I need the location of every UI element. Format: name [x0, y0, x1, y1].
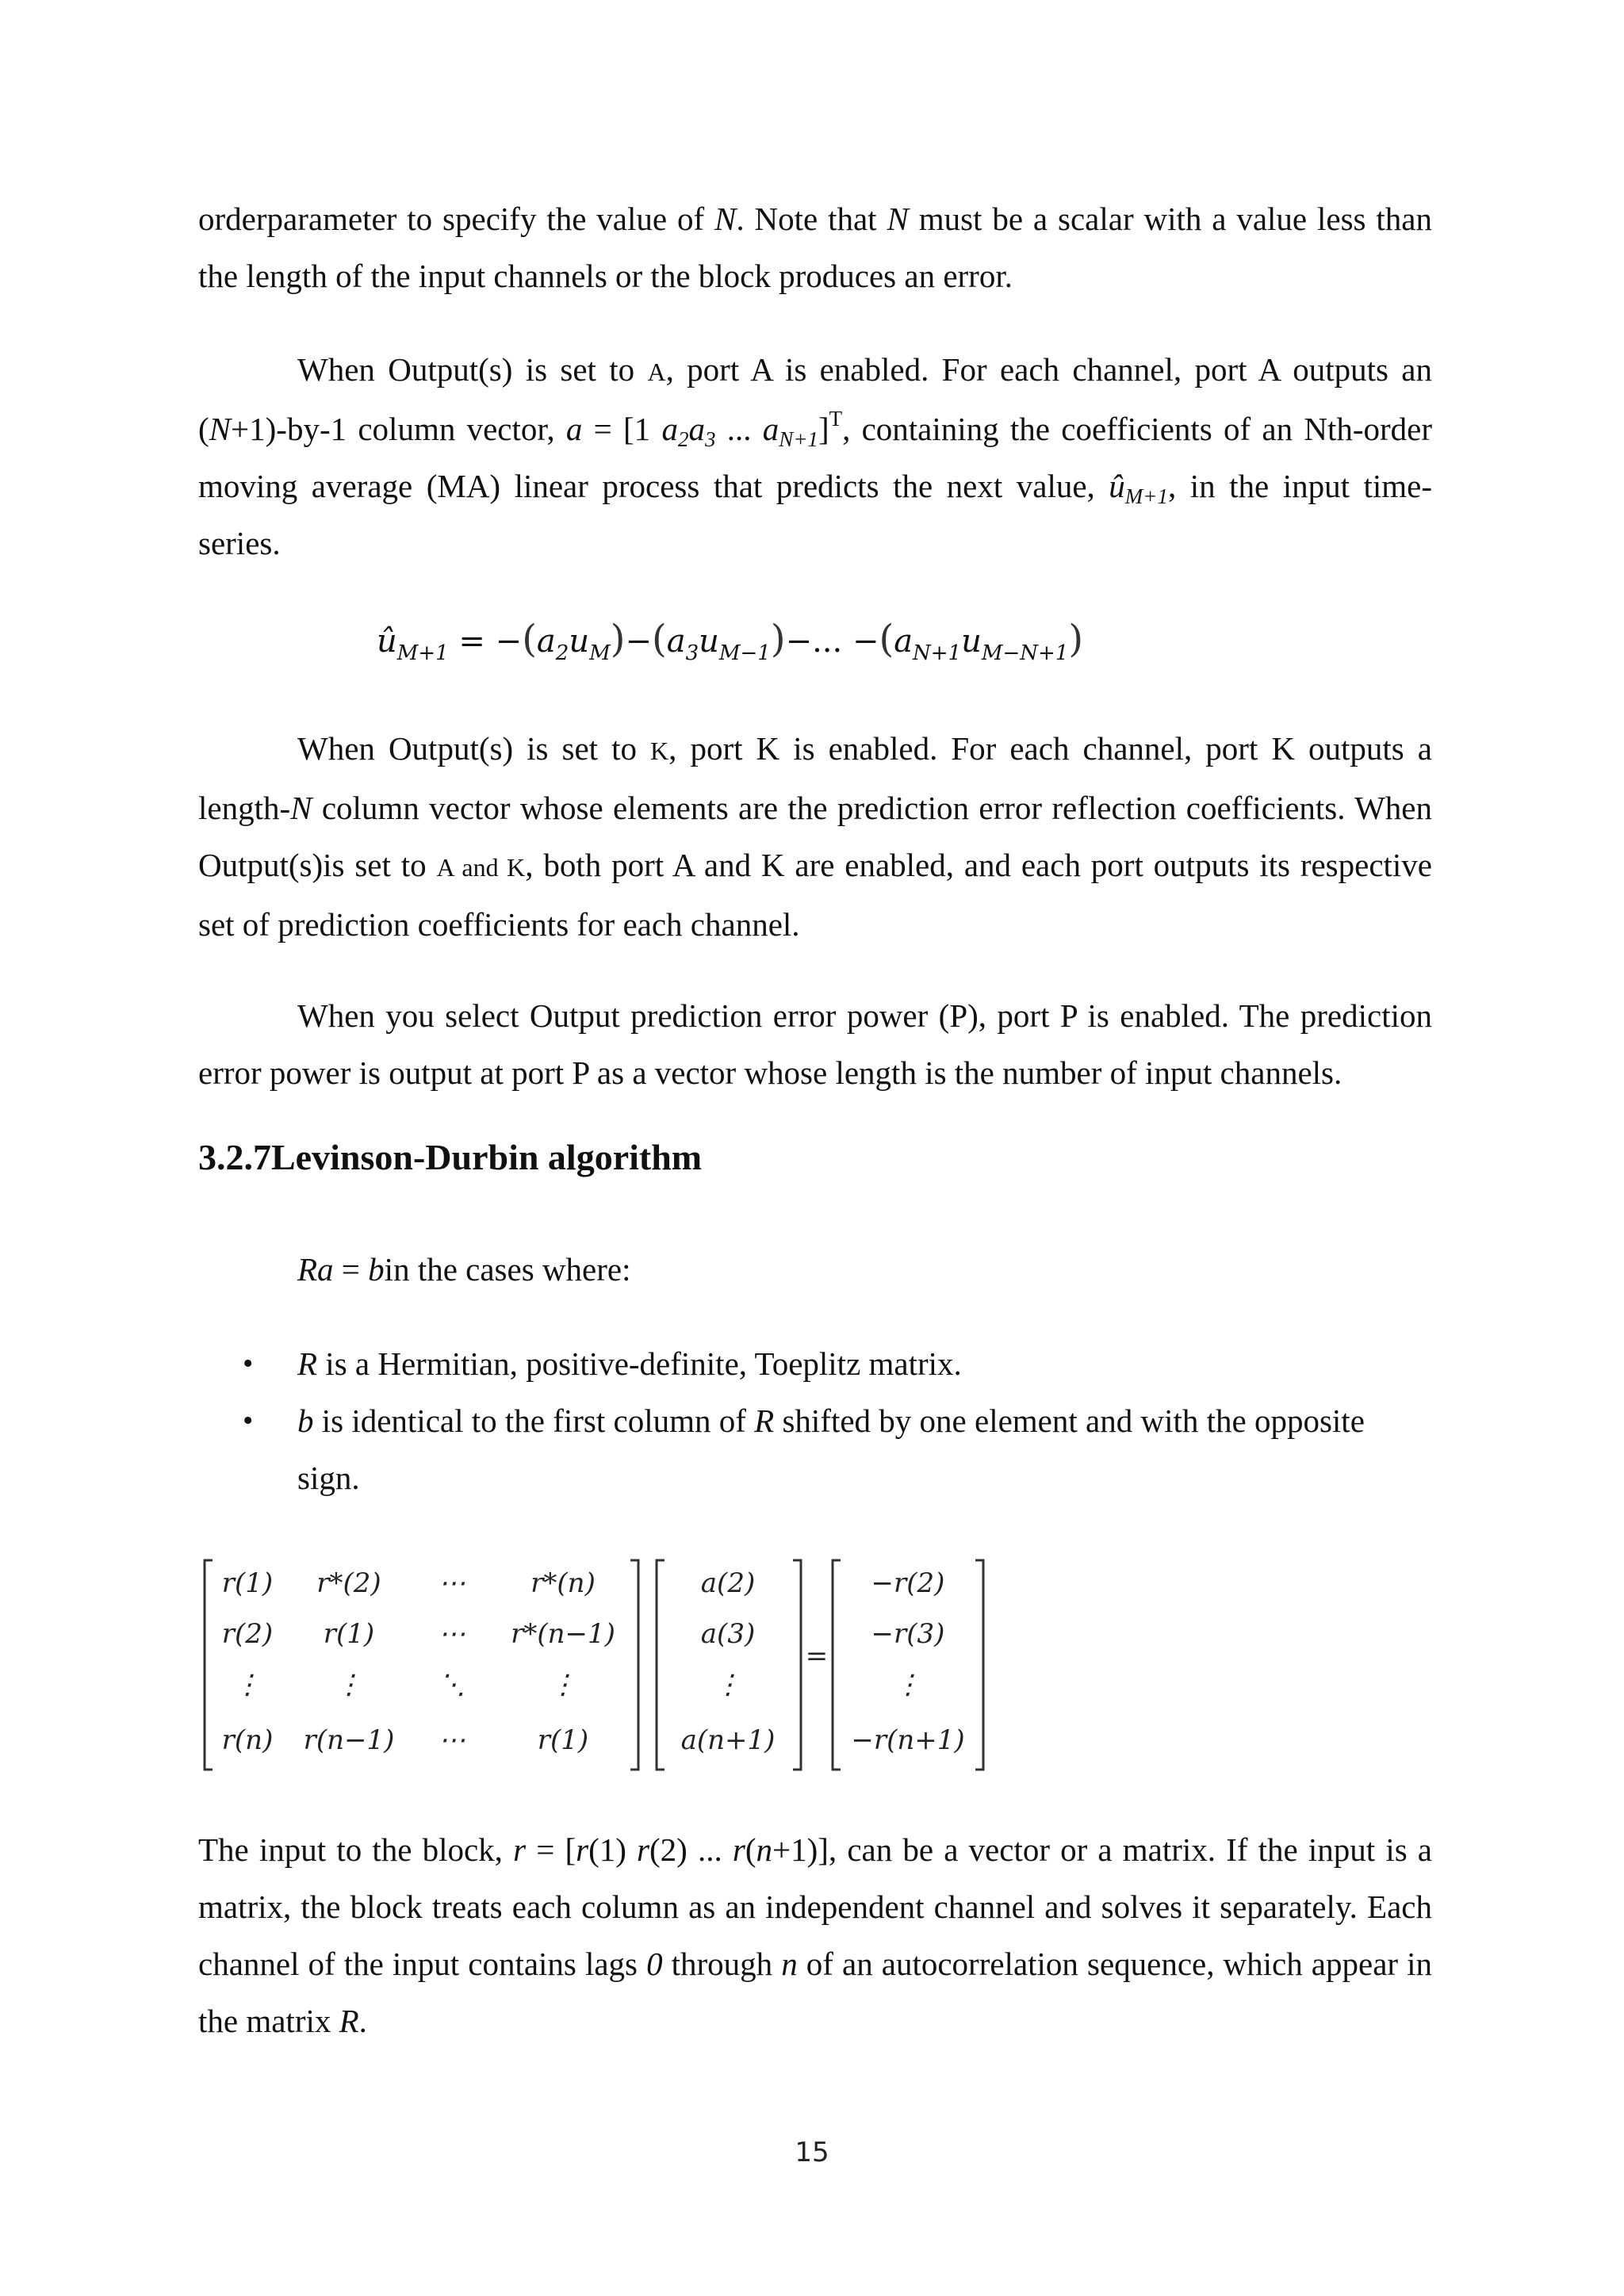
vector-a-cell: a(n+1): [680, 1724, 776, 1756]
var-r: r: [732, 1831, 745, 1868]
text: = [1: [582, 411, 662, 447]
text: When Output(s) is set to: [297, 730, 651, 767]
conditions-list: [198, 1335, 1432, 1506]
eq-sub: 3: [685, 641, 699, 665]
page-number: 15: [795, 2137, 829, 2168]
matrix-R-cell: ⋮: [550, 1669, 576, 1701]
matrix-R-cell: r(1): [323, 1618, 375, 1650]
var-n: n: [781, 1946, 798, 1982]
text: ]: [818, 411, 829, 447]
var-a: a: [565, 411, 583, 447]
eq-a: a: [894, 623, 914, 660]
text: , in the input time-series.: [198, 468, 1432, 561]
eq-sub: M−1: [718, 641, 771, 665]
list-item: [198, 1335, 1432, 1392]
matrix-R-cell: ⋯: [439, 1724, 465, 1756]
eq-sign: = −: [448, 623, 523, 660]
text: of an autocorrelation sequence, which appear in the matrix: [198, 1946, 1433, 2039]
text: ...: [715, 411, 763, 447]
matrix-R-cell: r(n−1): [303, 1724, 395, 1756]
text: (2) ...: [649, 1831, 733, 1868]
eq-a: a: [666, 623, 686, 660]
text: =: [333, 1251, 369, 1288]
var-N: N: [290, 790, 312, 826]
vector-rhs-cell: −r(2): [871, 1567, 945, 1599]
var-u-hat: û: [1109, 468, 1125, 504]
text: through: [662, 1946, 782, 1982]
matrix-R-cell: r(1): [221, 1567, 274, 1599]
text: When Output(s) is set to: [297, 351, 648, 388]
matrix-R-cell: ⋮: [335, 1669, 362, 1701]
subscript: 3: [704, 427, 716, 451]
paragraph-ra-eq-b: [297, 1241, 1432, 1298]
var-R: R: [754, 1402, 775, 1439]
paragraph-output-K: [198, 720, 1432, 953]
bracket-right: [793, 1560, 801, 1770]
eq-sub: M: [589, 641, 611, 665]
text: in the cases where:: [384, 1251, 631, 1288]
matrix-R-cell: r*(n): [530, 1567, 596, 1599]
subscript: M+1: [1124, 484, 1168, 508]
var-a3: a: [688, 411, 705, 447]
var-aN: a: [762, 411, 779, 447]
paren: ): [770, 617, 786, 661]
prediction-equation: [377, 617, 1083, 665]
text: The input to the block,: [198, 1831, 514, 1868]
paragraph-error-power: [198, 987, 1432, 1101]
text: shifted by one element and with the opposite sign.: [297, 1402, 1365, 1496]
text: When you select Output prediction error power (P), port P is enabled. The prediction error power is output at port P as a vector whose length is the number of input channels.: [198, 997, 1432, 1091]
bracket-left: [833, 1560, 841, 1770]
paragraph-order-parameter: [198, 190, 1432, 304]
matrix-R-cell: r(n): [221, 1724, 274, 1756]
var-r: r: [576, 1831, 589, 1868]
option-A: A: [647, 358, 666, 386]
var-zero: 0: [646, 1946, 663, 1982]
matrix-R-cell: ⋯: [439, 1618, 465, 1650]
option-K: K: [650, 737, 669, 765]
text: (1): [588, 1831, 638, 1868]
var-R: R: [339, 2003, 359, 2039]
text: . Note that: [736, 201, 887, 237]
paren: (: [522, 617, 537, 661]
matrix-R-cell: r(1): [537, 1724, 589, 1756]
list-item: [198, 1392, 1432, 1506]
var-r: r: [513, 1831, 527, 1868]
var-b: b: [368, 1251, 385, 1288]
toeplitz-matrix-equation: [198, 1554, 991, 1776]
matrix-R-cell: ⋮: [234, 1669, 261, 1701]
eq-u: u: [961, 623, 982, 660]
var-R: R: [297, 1345, 318, 1382]
vector-rhs-cell: −r(n+1): [851, 1724, 965, 1756]
superscript-T: T: [829, 407, 843, 430]
paren: (: [651, 617, 667, 661]
eq-u: u: [699, 623, 719, 660]
eq-sub: N+1: [913, 641, 962, 665]
vector-rhs-cell: ⋮: [894, 1669, 921, 1701]
text: .: [358, 2003, 367, 2039]
text: = [: [526, 1831, 576, 1868]
bracket-right: [630, 1560, 638, 1770]
var-N: N: [209, 411, 232, 447]
text: is identical to the first column of: [313, 1402, 755, 1439]
eq-u: u: [569, 623, 590, 660]
eq-sub: M−N+1: [981, 641, 1069, 665]
eq-sub: M+1: [396, 641, 449, 665]
vector-a-cell: a(3): [700, 1618, 756, 1650]
paragraph-input-description: [198, 1821, 1432, 2049]
text: (: [745, 1831, 756, 1868]
matrix-R-cell: ⋯: [439, 1567, 465, 1599]
var-r: r: [637, 1831, 650, 1868]
text: +1)-by-1 column vector,: [231, 411, 566, 447]
text: must be a scalar with a value less than the length of the input channels or the block produces an error.: [198, 201, 1432, 294]
var-N: N: [714, 201, 737, 237]
paren: ): [610, 617, 626, 661]
eq-dots: −... −: [785, 623, 879, 660]
text: +1)], can be a vector or a matrix. If the input is a matrix, the block treats each column as an independent channel and solves it separately. Each channel of the input contains lags: [198, 1831, 1433, 1982]
bracket-left: [205, 1560, 213, 1770]
paren: (: [879, 617, 894, 661]
matrix-R-cell: ⋱: [439, 1669, 465, 1701]
var-n: n: [756, 1831, 772, 1868]
var-Ra: Ra: [297, 1251, 334, 1288]
subscript: N+1: [779, 427, 818, 451]
equals-sign: =: [805, 1640, 829, 1672]
section-heading: 3.2.7Levinson-Durbin algorithm: [198, 1137, 703, 1177]
text: orderparameter to specify the value of: [198, 201, 715, 237]
var-a2: a: [661, 411, 678, 447]
bracket-left: [657, 1560, 665, 1770]
subscript: 2: [677, 427, 689, 451]
text: column vector whose elements are the prediction error reflection coefficients. When Output(s)is set to: [198, 790, 1432, 883]
var-N: N: [887, 201, 909, 237]
eq-lhs: û: [377, 623, 397, 660]
matrix-R-cell: r(2): [221, 1618, 274, 1650]
option-A-and-K: A and K: [436, 853, 526, 882]
text: , port K is enabled. For each channel, port K outputs a length-: [198, 730, 1432, 826]
matrix-R-cell: r*(2): [316, 1567, 381, 1599]
paren: ): [1068, 617, 1084, 661]
bracket-right: [975, 1560, 983, 1770]
vector-rhs-cell: −r(3): [871, 1618, 945, 1650]
matrix-R-cell: r*(n−1): [511, 1618, 615, 1650]
paragraph-output-A: [198, 341, 1432, 572]
text: is a Hermitian, positive-definite, Toeplitz matrix.: [317, 1345, 962, 1382]
vector-a-cell: a(2): [700, 1567, 756, 1599]
var-b: b: [297, 1402, 314, 1439]
text: , containing the coefficients of an Nth-order moving average (MA) linear process that predicts the next value,: [198, 411, 1433, 504]
eq-a: a: [536, 623, 556, 660]
text: , port A is enabled. For each channel, port A outputs an (: [198, 351, 1432, 447]
eq-minus: −: [625, 623, 652, 660]
text: , both port A and K are enabled, and each port outputs its respective set of prediction coefficients for each channel.: [198, 847, 1433, 943]
vector-a-cell: ⋮: [714, 1669, 741, 1701]
eq-sub: 2: [555, 641, 569, 665]
